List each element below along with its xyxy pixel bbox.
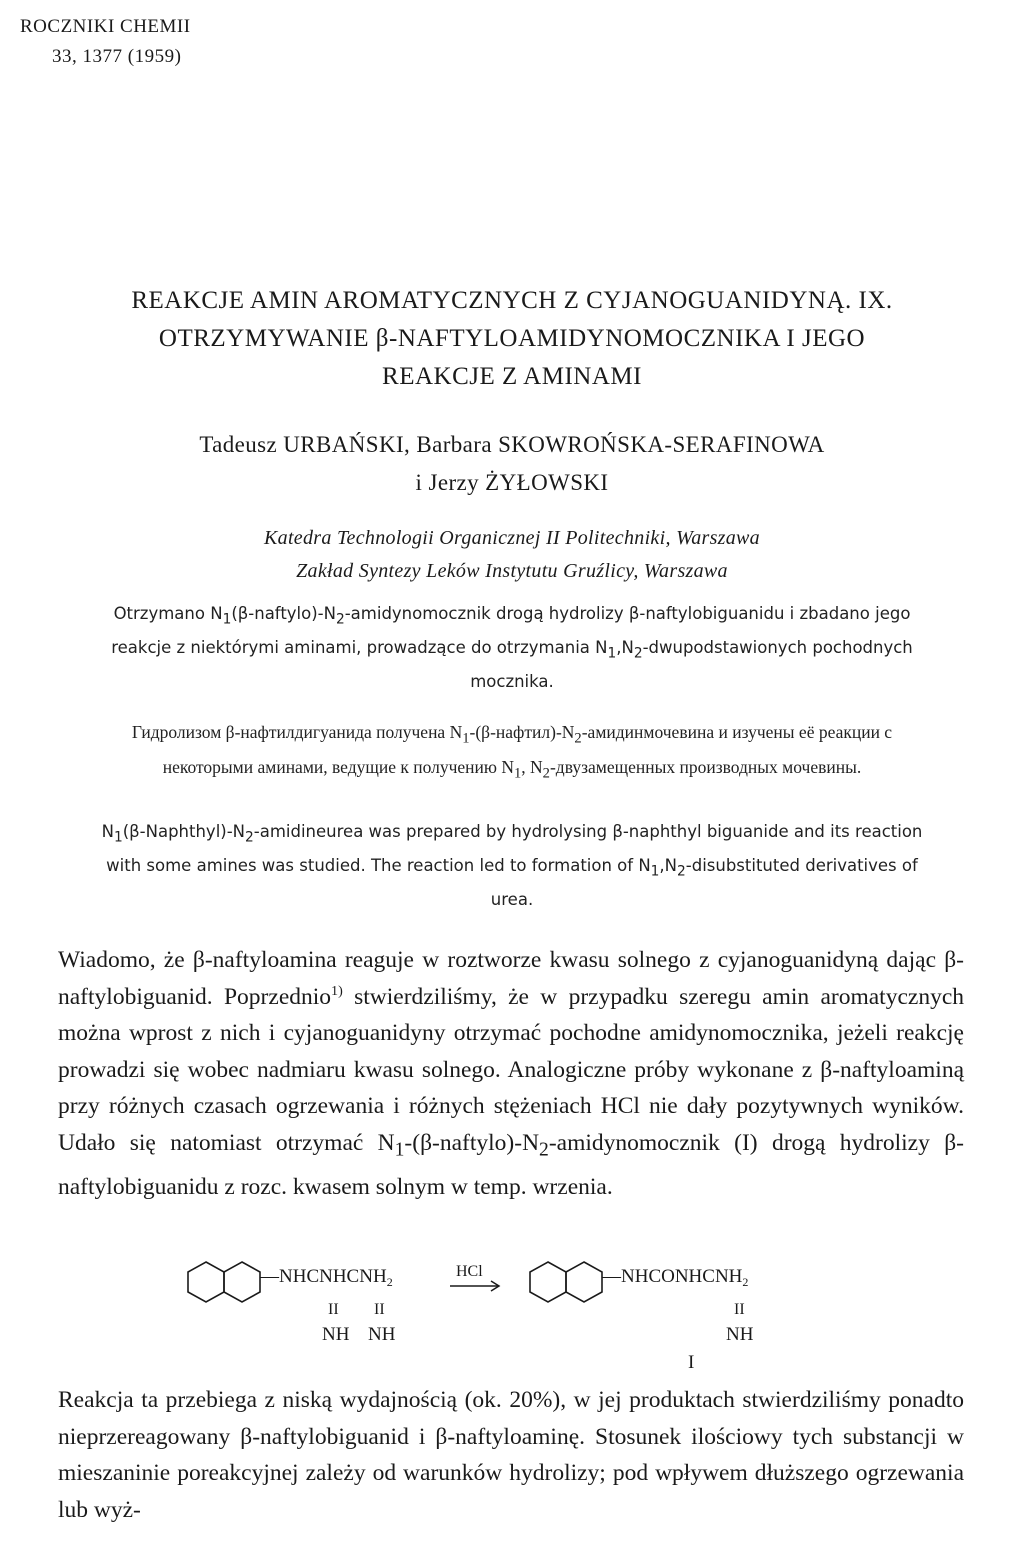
abstract-text: -amidynomocznik drogą hydrolizy β-naftylobiguanidu i zbadano jego reakcje z niektórymi aminami, prowadzące do otrzymania N [111, 604, 911, 657]
article-title [0, 282, 1024, 396]
reactant-double-bond-2: II [374, 1301, 385, 1318]
abstract-text: -двузамещенных производных мочевины. [549, 757, 862, 777]
subscript: 2 [633, 645, 643, 662]
journal-reference: 33, 1377 (1959) [52, 46, 182, 67]
reactant-side-chain: $—NHCNHCNH_2$ [260, 1266, 393, 1289]
abstract-text: -dwupodstawionych pochodnych mocznika. [470, 637, 913, 691]
body-text: stwierdziliśmy, że w przypadku szeregu amin aromatycznych można wprost z nich i cyjanoguanidyny otrzymać pochodne amidynomocznika, jeżeli reakcję prowadzi się wobec nadmiaru kwasu solnego. Analogiczne próby wykonane z β-naftyloaminą przy różnych czasach ogrzewania i różnych stężeniach HCl nie dały pozytywnych wyników. Udało się natomiast otrzymać N [58, 983, 964, 1156]
reactant-imino-1: NH [322, 1324, 350, 1345]
abstract-text: -disubstituted derivatives of urea. [490, 855, 918, 909]
body-text: -amidynomocznik (I) drogą hydrolizy β-naftylobiguanidu z rozc. kwasem solnym w temp. wrzenia. [58, 1129, 964, 1200]
subscript: 1 [113, 829, 123, 846]
title-line-2: OTRZYMYWANIE β-NAFTYLOAMIDYNOMOCZNIKA I JEGO [158, 325, 866, 352]
reaction-arrow [450, 1281, 499, 1291]
authors-line-1: Tadeusz URBAŃSKI, Barbara SKOWROŃSKA-SERAFINOWA [199, 432, 825, 457]
subscript: 1 [650, 863, 660, 880]
footnote-reference: 1) [331, 982, 343, 999]
subscript: 1 [513, 765, 522, 782]
abstract-text: -(β-нафтил)-N [469, 722, 575, 742]
compound-label: I [688, 1352, 695, 1373]
reactant-imino-2: NH [368, 1324, 396, 1345]
abstract-text: ,N [616, 637, 634, 657]
subscript: 2 [677, 863, 686, 880]
product-side-chain: $—NHCONHCNH_2$ [602, 1266, 749, 1289]
abstract-text: , N [521, 757, 543, 777]
body-text: -(β-naftylo)-N [404, 1129, 540, 1156]
title-line-3: REAKCJE Z AMINAMI [382, 363, 642, 390]
journal-header [20, 12, 191, 72]
abstract-text: ,N [659, 855, 678, 875]
reaction-scheme [180, 1256, 820, 1374]
subscript: 1 [607, 645, 617, 662]
body-text: Wiadomo, że β-naftyloamina reaguje w roztworze kwasu solnego z cyjanoguanidyną dając β-naftylobiguanid. Poprzednio [58, 947, 964, 1010]
subscript: 2 [542, 765, 550, 782]
abstract-text: (β-naftylo)-N [231, 604, 336, 623]
abstract-polish [92, 600, 932, 696]
author-list [0, 426, 1024, 502]
naphthalene-ring-reactant [188, 1262, 260, 1302]
product-double-bond: II [734, 1301, 745, 1318]
abstract-text: Otrzymano N [113, 604, 223, 623]
naphthalene-ring-product [530, 1262, 602, 1302]
subscript: 1 [462, 730, 470, 747]
subscript: 1 [394, 1139, 405, 1161]
body-paragraph-2: Reakcja ta przebiega z niską wydajnością (ok. 20%), w jej produktach stwierdziliśmy ponadto nieprzereagowany β-naftylobiguanid i β-naftyloaminę. Stosunek ilościowy tych substancji w mieszaninie poreakcyjnej zależy od warunków hydrolizy; pod wpływem dłuższego ogrzewania lub wyż- [58, 1387, 964, 1523]
subscript: 2 [245, 829, 254, 846]
product-imino: NH [726, 1324, 754, 1345]
reactant-double-bond-1: II [328, 1301, 339, 1318]
reagent-label: HCl [456, 1263, 483, 1280]
subscript: 2 [574, 730, 582, 747]
abstract-text: -amidineurea was prepared by hydrolysing β-naphthyl biguanide and its reaction with some amines was studied. The reaction led to formation of N [106, 822, 923, 875]
affiliation-2: Zakład Syntezy Leków Instytutu Gruźlicy, Warszawa [296, 560, 728, 582]
abstract-text: -амидинмочевина и изучены её реакции с некоторыми аминами, ведущие к получению N [162, 722, 893, 777]
affiliations [0, 522, 1024, 588]
body-paragraph-1 [58, 942, 964, 1205]
subscript: 1 [222, 611, 232, 628]
abstract-english [92, 818, 932, 914]
abstract-text: N [101, 822, 114, 841]
subscript: 2 [539, 1139, 549, 1161]
journal-name: ROCZNIKI CHEMII [20, 16, 191, 37]
subscript: 2 [335, 611, 345, 628]
abstract-russian [92, 718, 932, 788]
abstract-text: (β-Naphthyl)-N [122, 822, 246, 841]
abstract-text: Гидролизом β-нафтилдигуанида получена N [131, 722, 463, 742]
affiliation-1: Katedra Technologii Organicznej II Politechniki, Warszawa [264, 527, 760, 549]
authors-line-2: i Jerzy ŻYŁOWSKI [415, 470, 609, 495]
reaction-scheme-drawing [180, 1256, 820, 1374]
title-line-1: REAKCJE AMIN AROMATYCZNYCH Z CYJANOGUANIDYNĄ. IX. [131, 287, 893, 314]
